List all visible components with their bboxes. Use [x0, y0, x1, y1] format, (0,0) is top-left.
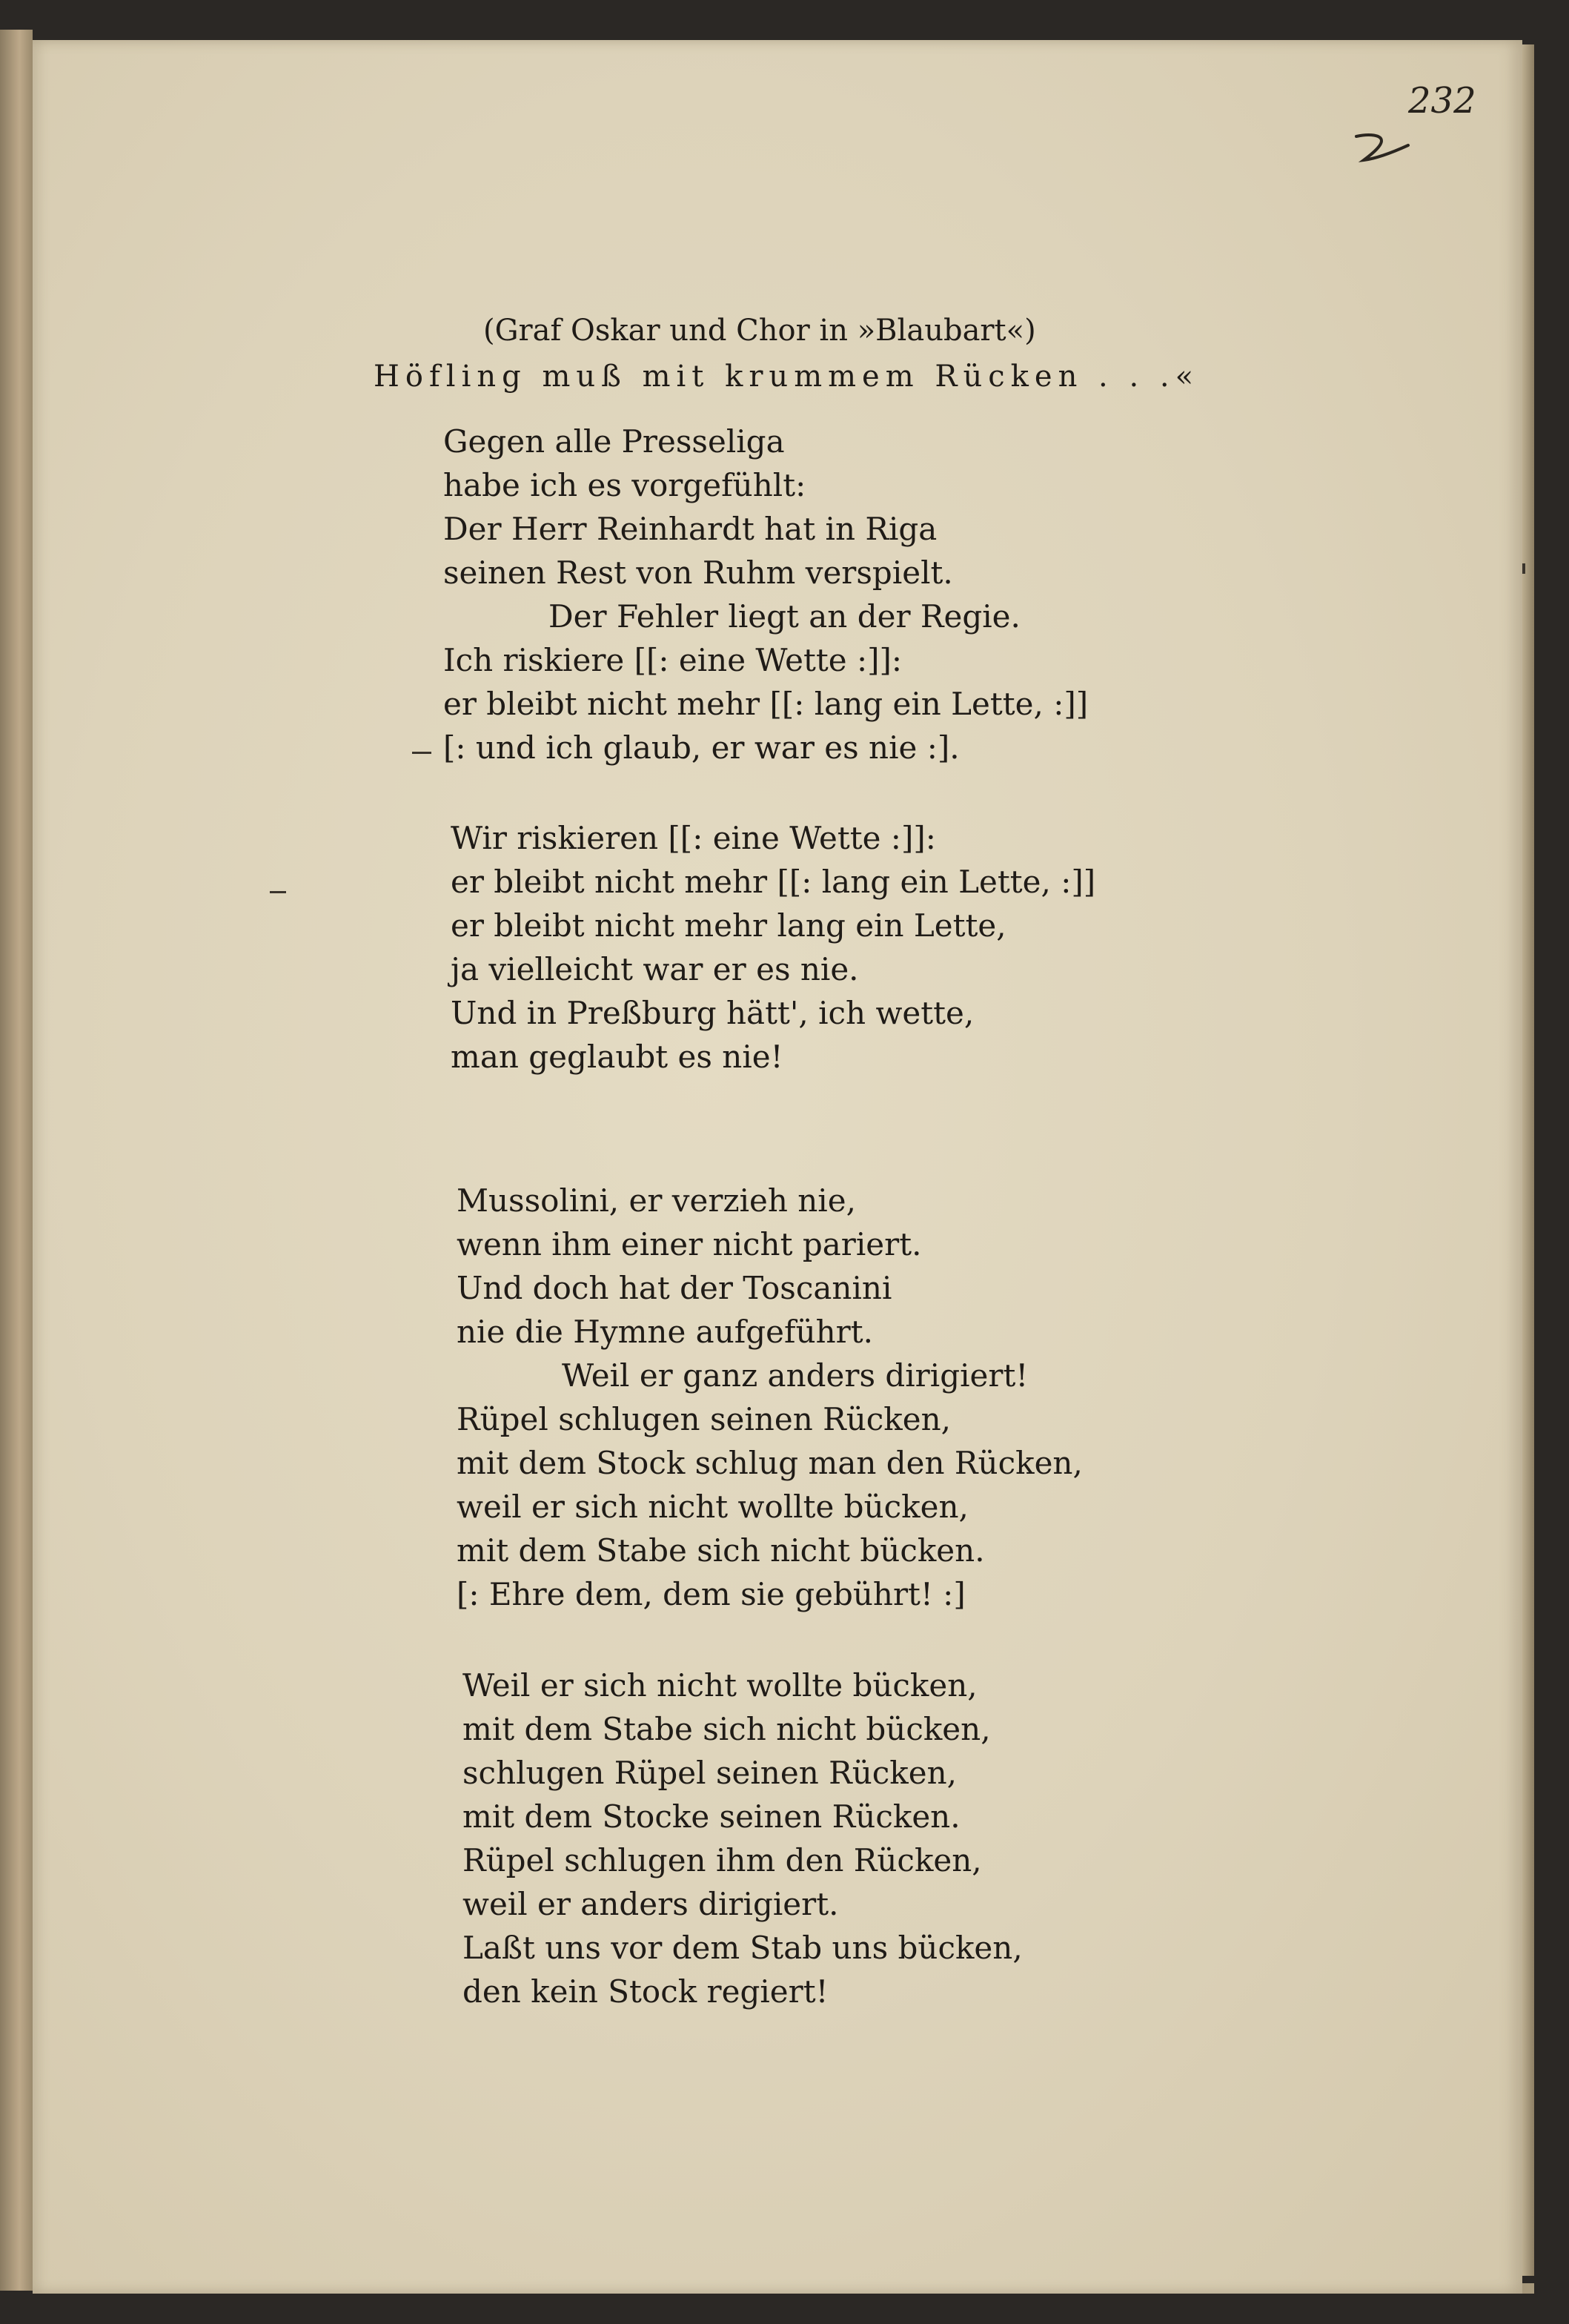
stanza-2 [451, 816, 1095, 1079]
verse-line: wenn ihm einer nicht pariert. [457, 1226, 922, 1262]
verse-line: Laßt uns vor dem Stab uns bücken, [462, 1930, 1023, 1966]
verse-line: [: Ehre dem, dem sie gebührt! :] [457, 1576, 966, 1612]
verse-line: Mussolini, er verzieh nie, [457, 1182, 856, 1219]
verse-line: ja vielleicht war er es nie. [451, 951, 859, 987]
verse-line: mit dem Stabe sich nicht bücken. [457, 1532, 985, 1569]
heading-title: Höfling muß mit krummem Rücken . . .« [374, 360, 1200, 394]
stanza-1 [443, 420, 1088, 769]
verse-line: Der Herr Reinhardt hat in Riga [443, 511, 938, 547]
verse-line: mit dem Stocke seinen Rücken. [462, 1798, 961, 1835]
verse-line: Rüpel schlugen ihm den Rücken, [462, 1842, 982, 1878]
verse-line: Rüpel schlugen seinen Rücken, [457, 1401, 951, 1437]
verse-line: er bleibt nicht mehr lang ein Lette, [451, 907, 1006, 944]
verse-line: Gegen alle Presseliga [443, 423, 785, 460]
verse-line: habe ich es vorgefühlt: [443, 467, 806, 503]
verse-line: den kein Stock regiert! [462, 1973, 829, 2010]
pencil-mark-icon [1353, 130, 1413, 168]
margin-dash [270, 891, 286, 893]
verse-line: Wir riskieren [[: eine Wette :]]: [451, 820, 936, 856]
margin-dash [1522, 563, 1525, 574]
verse-line: schlugen Rüpel seinen Rücken, [462, 1755, 957, 1791]
verse-line: weil er anders dirigiert. [462, 1886, 839, 1922]
verse-line: man geglaubt es nie! [451, 1039, 783, 1075]
stanza-3 [457, 1179, 1083, 1616]
verse-line: weil er sich nicht wollte bücken, [457, 1489, 969, 1525]
facing-page-edge [0, 30, 33, 2291]
verse-line: Und in Preßburg hätt', ich wette, [451, 995, 975, 1031]
verse-line: Weil er ganz anders dirigiert! [562, 1357, 1029, 1394]
heading-subtitle: (Graf Oskar und Chor in »Blaubart«) [483, 314, 1036, 348]
verse-line: Ich riskiere [[: eine Wette :]]: [443, 642, 903, 678]
verse-line: seinen Rest von Ruhm verspielt. [443, 554, 953, 591]
verse-line: mit dem Stabe sich nicht bücken, [462, 1711, 991, 1747]
verse-line: [: und ich glaub, er war es nie :]. [443, 729, 960, 766]
stanza-4 [462, 1663, 1023, 2013]
verse-line: er bleibt nicht mehr [[: lang ein Lette, :]] [443, 686, 1089, 722]
verse-line: er bleibt nicht mehr [[: lang ein Lette, :]] [451, 864, 1096, 900]
page-number: 232 [1408, 80, 1476, 122]
verse-line: nie die Hymne aufgeführt. [457, 1314, 873, 1350]
verse-line: Der Fehler liegt an der Regie. [548, 598, 1021, 635]
margin-dash [412, 752, 431, 754]
verse-line: Und doch hat der Toscanini [457, 1270, 892, 1306]
verse-line: mit dem Stock schlug man den Rücken, [457, 1445, 1083, 1481]
verse-line: Weil er sich nicht wollte bücken, [462, 1667, 978, 1704]
